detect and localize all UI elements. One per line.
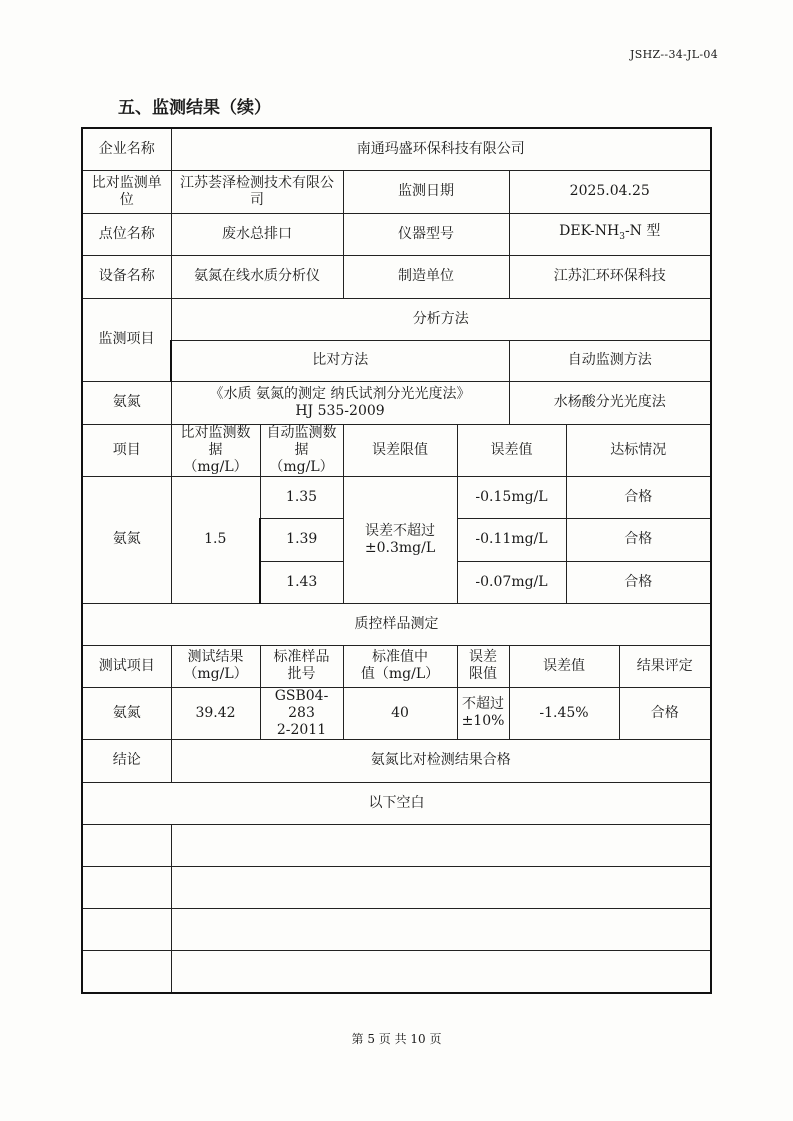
qc-data-row: [82, 687, 711, 739]
status-header: 达标情况: [566, 424, 711, 476]
qc-limit: 不超过 ±10%: [457, 687, 509, 739]
empty-cell: [171, 824, 711, 866]
date-value: 2025.04.25: [509, 170, 711, 213]
conclusion-row: [82, 739, 711, 782]
compare-unit-value: 江苏荟泽检测技术有限公司: [171, 170, 343, 213]
compare-unit-row: [82, 170, 711, 213]
qc-header-row: [82, 645, 711, 687]
qc-standard: 40: [343, 687, 457, 739]
method-row: [82, 381, 711, 424]
site-value: 废水总排口: [171, 213, 343, 255]
blank-note-row: [82, 782, 711, 824]
empty-cell: [82, 866, 171, 908]
auto-value-2: 1.39: [260, 518, 343, 561]
results-item-header: 项目: [82, 424, 171, 476]
empty-cell: [171, 908, 711, 950]
empty-cell: [171, 866, 711, 908]
device-value: 氨氮在线水质分析仪: [171, 255, 343, 298]
results-row-1: [82, 476, 711, 518]
company-row: [82, 128, 711, 170]
conclusion-value: 氨氮比对检测结果合格: [171, 739, 711, 782]
blank-note: 以下空白: [82, 782, 711, 824]
auto-value-1: 1.35: [260, 476, 343, 518]
qc-batch: GSB04-283 2-2011: [260, 687, 343, 739]
auto-data-header: 自动监测数据 （mg/L）: [260, 424, 343, 476]
qc-item-header: 测试项目: [82, 645, 171, 687]
qc-result-header: 测试结果 （mg/L）: [171, 645, 260, 687]
method-subheader-row: [82, 340, 711, 381]
page-number: 第 5 页 共 10 页: [351, 1032, 442, 1046]
section-title: 五、监测结果（续）: [118, 98, 271, 118]
error-value-header: 误差值: [457, 424, 566, 476]
status-3: 合格: [566, 561, 711, 603]
monitoring-results-table: [81, 127, 710, 994]
qc-eval: 合格: [619, 687, 711, 739]
results-header-row: [82, 424, 711, 476]
site-label: 点位名称: [82, 213, 171, 255]
empty-row-2: [82, 866, 711, 908]
method-header-row: [82, 298, 711, 340]
site-row: [82, 213, 711, 255]
auto-method-value: 水杨酸分光光度法: [509, 381, 711, 424]
model-label: 仪器型号: [343, 213, 509, 255]
qc-standard-header: 标准值中 值（mg/L）: [343, 645, 457, 687]
company-value: 南通玛盛环保科技有限公司: [171, 128, 711, 170]
device-label: 设备名称: [82, 255, 171, 298]
maker-value: 江苏汇环环保科技: [509, 255, 711, 298]
empty-cell: [82, 824, 171, 866]
empty-cell: [82, 950, 171, 993]
results-analyte: 氨氮: [82, 476, 171, 603]
conclusion-label: 结论: [82, 739, 171, 782]
maker-label: 制造单位: [343, 255, 509, 298]
compare-method-value: 《水质 氨氮的测定 纳氏试剂分光光度法》 HJ 535-2009: [171, 381, 509, 424]
empty-row-1: [82, 824, 711, 866]
device-row: [82, 255, 711, 298]
monitoring-item-label: 监测项目: [82, 298, 171, 381]
qc-batch-header: 标准样品 批号: [260, 645, 343, 687]
error-limit-header: 误差限值: [343, 424, 457, 476]
empty-cell: [82, 908, 171, 950]
qc-item: 氨氮: [82, 687, 171, 739]
document-code: JSHZ--34-JL-04: [630, 48, 718, 61]
model-value: DEK-$NH_3-N$ 型: [509, 213, 711, 255]
compare-value: 1.5: [171, 476, 260, 603]
error-value-1: -0.15mg/L: [457, 476, 566, 518]
compare-data-header: 比对监测数据 （mg/L）: [171, 424, 260, 476]
empty-row-4: [82, 950, 711, 993]
auto-value-3: 1.43: [260, 561, 343, 603]
error-value-3: -0.07mg/L: [457, 561, 566, 603]
qc-limit-header: 误差 限值: [457, 645, 509, 687]
compare-unit-label: 比对监测单位: [82, 170, 171, 213]
qc-title-row: [82, 603, 711, 645]
qc-result: 39.42: [171, 687, 260, 739]
company-label: 企业名称: [82, 128, 171, 170]
error-limit-value: 误差不超过 ±0.3mg/L: [343, 476, 457, 603]
qc-error-header: 误差值: [509, 645, 619, 687]
status-2: 合格: [566, 518, 711, 561]
qc-error: -1.45%: [509, 687, 619, 739]
empty-row-3: [82, 908, 711, 950]
status-1: 合格: [566, 476, 711, 518]
qc-eval-header: 结果评定: [619, 645, 711, 687]
method-analyte: 氨氮: [82, 381, 171, 424]
qc-title: 质控样品测定: [82, 603, 711, 645]
empty-cell: [171, 950, 711, 993]
error-value-2: -0.11mg/L: [457, 518, 566, 561]
auto-method-label: 自动监测方法: [509, 340, 711, 381]
analysis-method-label: 分析方法: [171, 298, 711, 340]
compare-method-label: 比对方法: [171, 340, 509, 381]
date-label: 监测日期: [343, 170, 509, 213]
